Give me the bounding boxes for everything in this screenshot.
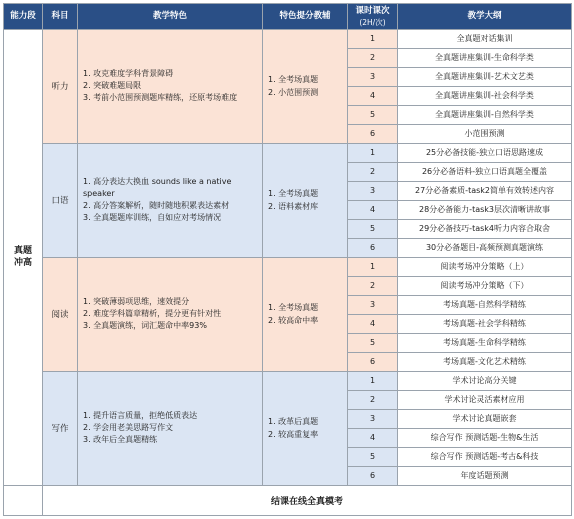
session-topic: 全真题讲座集训-自然科学类: [398, 105, 572, 124]
tools-cell: [263, 30, 348, 144]
session-number: 3: [348, 181, 398, 200]
header-outline: 教学大纲: [398, 4, 572, 30]
session-number: 3: [348, 409, 398, 428]
level-cell: [4, 30, 43, 486]
session-topic: 全真题讲座集训-生命科学类: [398, 48, 572, 67]
session-topic: 30分必备题目-高频预测真题演练: [398, 238, 572, 257]
feature-item: 3. 全真题题库训练，自如应对考场情况: [83, 213, 222, 223]
subject-cell: 阅读: [43, 257, 78, 371]
session-number: 1: [348, 143, 398, 162]
session-number: 6: [348, 466, 398, 485]
features-cell: [78, 30, 263, 144]
session-topic: 全真题讲座集训-艺术文艺类: [398, 67, 572, 86]
session-topic: 考场真题-生命科学精练: [398, 333, 572, 352]
table-header: [4, 4, 572, 30]
session-number: 2: [348, 276, 398, 295]
session-number: 3: [348, 295, 398, 314]
subject-cell: 听力: [43, 30, 78, 144]
table-row: [4, 143, 572, 162]
tool-item: 2. 较高命中率: [268, 316, 319, 326]
session-topic: 考场真题-社会学科精练: [398, 314, 572, 333]
session-number: 5: [348, 447, 398, 466]
header-subject: 科目: [43, 4, 78, 30]
feature-item: 1. 高分表达大换血 sounds like a native speaker: [83, 177, 232, 199]
subject-cell: 口语: [43, 143, 78, 257]
session-topic: 28分必备能力-task3层次清晰讲故事: [398, 200, 572, 219]
subject-cell: 写作: [43, 371, 78, 485]
session-topic: 学术讨论高分关键: [398, 371, 572, 390]
features-cell: [78, 143, 263, 257]
tools-cell: [263, 371, 348, 485]
header-hours-line2: (2H/次): [359, 17, 386, 27]
feature-item: 2. 难度学科篇章精析，提分更有针对性: [83, 309, 222, 319]
tool-item: 1. 全考场真题: [268, 303, 319, 313]
feature-item: 2. 突破难题局限: [83, 81, 142, 91]
session-topic: 27分必备素质-task2简单有效转述内容: [398, 181, 572, 200]
tools-cell: [263, 143, 348, 257]
feature-item: 3. 考前小范围预测题库精练，还原考场难度: [83, 93, 238, 103]
table-row: [4, 30, 572, 49]
session-topic: 26分必备语料-独立口语真题全覆盖: [398, 162, 572, 181]
final-exam-cell: 结课在线全真模考: [43, 485, 572, 515]
session-number: 6: [348, 352, 398, 371]
session-topic: 综合写作 预测话题-考古&科技: [398, 447, 572, 466]
header-level: 能力段: [4, 4, 43, 30]
session-number: 2: [348, 162, 398, 181]
session-number: 5: [348, 105, 398, 124]
header-tools: 特色提分教辅: [263, 4, 348, 30]
curriculum-table: [3, 3, 572, 516]
session-number: 4: [348, 428, 398, 447]
session-topic: 小范围预测: [398, 124, 572, 143]
session-number: 5: [348, 219, 398, 238]
tool-item: 2. 语料素材库: [268, 202, 319, 212]
table-row: [4, 371, 572, 390]
feature-item: 1. 提升语言质量，拒绝低质表达: [83, 411, 198, 421]
tool-item: 1. 全考场真题: [268, 75, 319, 85]
feature-item: 2. 高分答案解析，随时随地积累表达素材: [83, 201, 230, 211]
session-topic: 综合写作 预测话题-生物&生活: [398, 428, 572, 447]
session-topic: 阅读考场冲分策略（下）: [398, 276, 572, 295]
session-topic: 学术讨论灵活素材应用: [398, 390, 572, 409]
session-topic: 全真题对话集训: [398, 30, 572, 49]
tool-item: 2. 较高重复率: [268, 430, 319, 440]
session-topic: 考场真题-自然科学精练: [398, 295, 572, 314]
session-number: 1: [348, 371, 398, 390]
session-number: 2: [348, 48, 398, 67]
tool-item: 1. 全考场真题: [268, 189, 319, 199]
session-topic: 29分必备技巧-task4听力内容合取舍: [398, 219, 572, 238]
level-label-line1: 真题: [13, 246, 32, 257]
feature-item: 2. 学会用老美思路写作文: [83, 423, 174, 433]
final-row: [4, 485, 572, 515]
session-number: 4: [348, 86, 398, 105]
session-topic: 学术讨论真题嵌套: [398, 409, 572, 428]
feature-item: 3. 改年后全真题精练: [83, 435, 158, 445]
session-number: 2: [348, 390, 398, 409]
header-hours: [348, 4, 398, 30]
session-topic: 全真题讲座集训-社会科学类: [398, 86, 572, 105]
features-cell: [78, 371, 263, 485]
tool-item: 1. 改革后真题: [268, 417, 319, 427]
header-features: 教学特色: [78, 4, 263, 30]
feature-item: 1. 攻克难度学科背景障碍: [83, 69, 174, 79]
session-number: 4: [348, 200, 398, 219]
session-number: 1: [348, 257, 398, 276]
features-cell: [78, 257, 263, 371]
session-number: 1: [348, 30, 398, 49]
tool-item: 2. 小范围预测: [268, 88, 319, 98]
level-label-line2: 冲高: [13, 258, 32, 269]
table-body: [4, 30, 572, 516]
final-row-blank: [4, 485, 43, 515]
session-topic: 阅读考场冲分策略（上）: [398, 257, 572, 276]
session-number: 4: [348, 314, 398, 333]
session-topic: 25分必备技能-独立口语思路速成: [398, 143, 572, 162]
feature-item: 3. 全真题演练，词汇题命中率93%: [83, 321, 207, 331]
session-topic: 年度话题预测: [398, 466, 572, 485]
session-number: 5: [348, 333, 398, 352]
session-topic: 考场真题-文化艺术精练: [398, 352, 572, 371]
header-hours-line1: 课时课次: [355, 5, 390, 16]
table-row: [4, 257, 572, 276]
session-number: 3: [348, 67, 398, 86]
session-number: 6: [348, 238, 398, 257]
feature-item: 1. 突破薄弱项思维，速效提分: [83, 297, 190, 307]
session-number: 6: [348, 124, 398, 143]
tools-cell: [263, 257, 348, 371]
